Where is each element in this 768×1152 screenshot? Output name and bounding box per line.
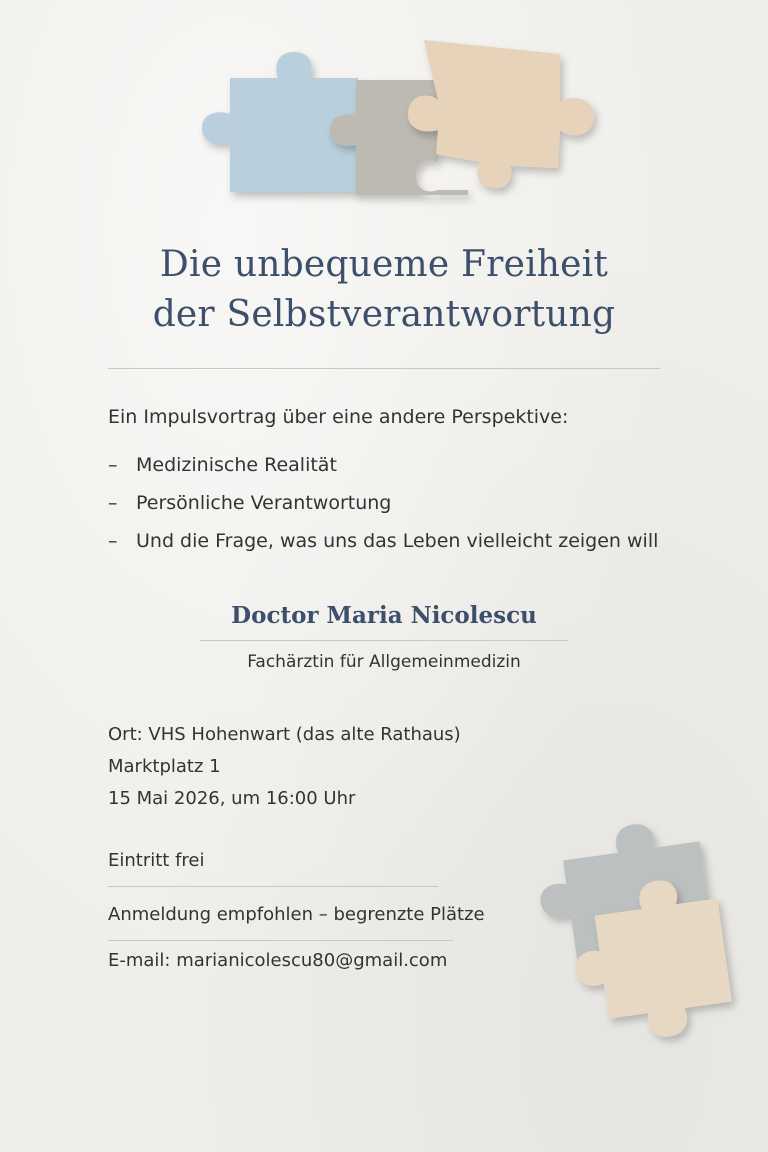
registration-text: Anmeldung empfohlen – begrenzte Plätze xyxy=(108,904,485,925)
title-divider xyxy=(108,368,660,369)
topic-list xyxy=(108,446,658,560)
intro-text: Ein Impulsvortrag über eine andere Perspektive: xyxy=(108,406,569,428)
puzzle-pieces-bottom-icon xyxy=(530,815,740,1055)
list-item: – Persönliche Verantwortung xyxy=(108,484,658,522)
bullet-dash: – xyxy=(108,492,118,514)
bullet-dash: – xyxy=(108,454,118,476)
list-item: – Medizinische Realität xyxy=(108,446,658,484)
admission-divider xyxy=(108,886,438,887)
puzzle-pieces-top-icon xyxy=(180,30,610,210)
puzzle-piece-beige xyxy=(408,40,594,188)
list-item: – Und die Frage, was uns das Leben vielleicht zeigen will xyxy=(108,522,658,560)
location-place: Ort: VHS Hohenwart (das alte Rathaus) xyxy=(108,724,461,745)
speaker-divider xyxy=(200,640,568,641)
title-line-2: der Selbstverantwortung xyxy=(152,294,616,335)
contact-email: E-mail: marianicolescu80@gmail.com xyxy=(108,950,448,971)
admission-text: Eintritt frei xyxy=(108,850,205,871)
page-title xyxy=(0,240,768,340)
title-line-1: Die unbequeme Freiheit xyxy=(159,244,609,285)
speaker-name: Doctor Maria Nicolescu xyxy=(231,602,537,629)
location-street: Marktplatz 1 xyxy=(108,756,221,777)
event-datetime: 15 Mai 2026, um 16:00 Uhr xyxy=(108,788,356,809)
bullet-dash: – xyxy=(108,530,118,552)
speaker-role: Fachärztin für Allgemeinmedizin xyxy=(247,652,521,672)
registration-divider xyxy=(108,940,453,941)
